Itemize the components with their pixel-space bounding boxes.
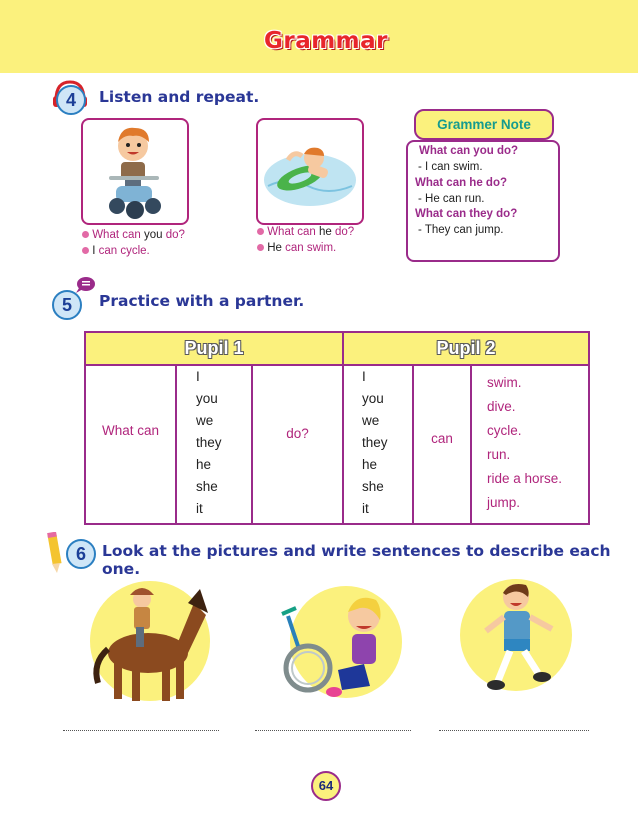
pronoun-list-1 — [196, 366, 222, 520]
practice-table — [84, 331, 590, 525]
section-number-4: 4 — [56, 85, 86, 115]
pronoun: you — [196, 391, 218, 406]
grammar-note-box — [406, 140, 560, 262]
dialogue-answer-1: I can cycle. — [82, 245, 150, 257]
answer-line-3[interactable] — [439, 729, 589, 731]
grammar-note-title: Grammer Note — [414, 109, 554, 140]
pronoun: she — [196, 479, 218, 494]
pupil2-header: Pupil 2 — [436, 338, 496, 358]
boy-riding-horse-picture — [84, 573, 214, 708]
action: jump. — [487, 495, 521, 510]
answer-line-1[interactable] — [63, 729, 219, 731]
boy-cycling-picture — [81, 118, 189, 225]
dialogue-answer-2: He can swim. — [257, 242, 336, 254]
bullet-icon — [257, 244, 264, 251]
pencil-icon — [46, 532, 64, 574]
note-question-1: What can you do? — [419, 145, 519, 157]
section-number-5: 5 — [52, 290, 82, 320]
pronoun: we — [196, 413, 214, 428]
table-divider — [470, 366, 472, 523]
note-question-3: What can they do? — [415, 208, 518, 220]
can-cell: can — [431, 431, 453, 446]
bullet-icon — [82, 247, 89, 254]
pronoun: you — [362, 391, 384, 406]
action: dive. — [487, 399, 516, 414]
section5-heading: Practice with a partner. — [99, 292, 305, 310]
boy-swimming-picture — [256, 118, 364, 225]
pronoun: it — [196, 501, 203, 516]
pronoun: we — [362, 413, 380, 428]
bullet-icon — [82, 231, 89, 238]
section6-heading: Look at the pictures and write sentences to describe each one. — [102, 542, 611, 578]
action: run. — [487, 447, 511, 462]
girl-fell-off-bike-picture — [268, 586, 408, 708]
bullet-icon — [257, 228, 264, 235]
do-cell: do? — [286, 426, 309, 441]
pronoun: she — [362, 479, 384, 494]
note-question-2: What can he do? — [415, 177, 507, 189]
page-number: 64 — [311, 771, 341, 801]
action-list — [487, 371, 562, 515]
table-divider — [175, 366, 177, 523]
answer-line-2[interactable] — [255, 729, 411, 731]
pupil1-header: Pupil 1 — [184, 338, 244, 358]
table-divider — [251, 366, 253, 523]
section4-heading: Listen and repeat. — [99, 88, 260, 106]
note-answer-2: - He can run. — [418, 193, 485, 205]
what-can-cell: What can — [101, 423, 160, 438]
table-divider — [342, 333, 344, 523]
note-answer-1: - I can swim. — [418, 161, 483, 173]
dialogue-question-2: What can he do? — [257, 226, 354, 238]
pronoun: I — [362, 369, 366, 384]
dialogue-question-1: What can you do? — [82, 229, 185, 241]
action: swim. — [487, 375, 522, 390]
pronoun: he — [196, 457, 212, 472]
speech-bubble-icon — [75, 276, 95, 294]
pronoun: they — [362, 435, 388, 450]
boy-running-picture — [458, 573, 588, 708]
pronoun: I — [196, 369, 200, 384]
note-answer-3: - They can jump. — [418, 224, 504, 236]
pronoun: he — [362, 457, 378, 472]
page-title: Grammar — [263, 28, 389, 54]
pronoun-list-2 — [362, 366, 388, 520]
section-number-6: 6 — [66, 539, 96, 569]
action: cycle. — [487, 423, 522, 438]
pronoun: it — [362, 501, 369, 516]
action: ride a horse. — [487, 471, 563, 486]
pronoun: they — [196, 435, 222, 450]
